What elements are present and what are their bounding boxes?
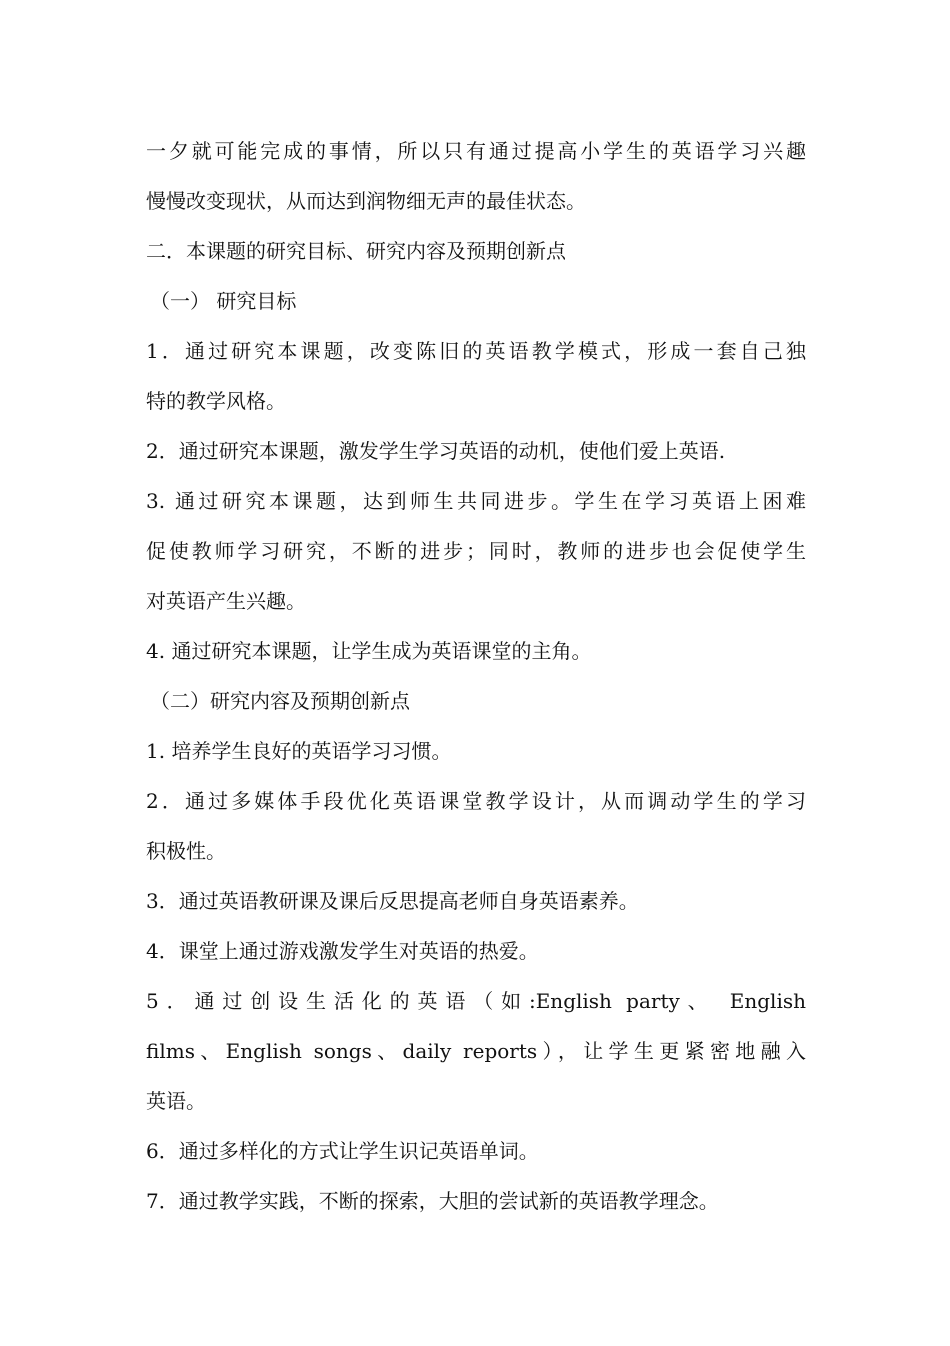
content-item-4: 4．课堂上通过游戏激发学生对英语的热爱。 bbox=[146, 939, 539, 963]
body-line-1: 一夕就可能完成的事情，所以只有通过提高小学生的英语学习兴趣 bbox=[146, 139, 806, 163]
goal-item-3-line-3: 对英语产生兴趣。 bbox=[146, 589, 306, 613]
content-item-5-line-3: 英语。 bbox=[146, 1089, 206, 1113]
goal-item-3-line-2: 促使教师学习研究，不断的进步；同时，教师的进步也会促使学生 bbox=[146, 539, 806, 563]
content-item-5-line-1: 5．通过创设生活化的英语（如:English party、 English bbox=[146, 989, 806, 1013]
content-item-2-line-1: 2．通过多媒体手段优化英语课堂教学设计，从而调动学生的学习 bbox=[146, 789, 806, 813]
body-line-2: 慢慢改变现状，从而达到润物细无声的最佳状态。 bbox=[146, 189, 586, 213]
document-body bbox=[146, 126, 806, 1226]
content-item-5-line-2: films、English songs、daily reports），让学生更紧密地融入 bbox=[146, 1039, 806, 1063]
content-item-3: 3．通过英语教研课及课后反思提高老师自身英语素养。 bbox=[146, 889, 639, 913]
subsection-heading-research-content: （二）研究内容及预期创新点 bbox=[150, 689, 410, 713]
content-item-7: 7．通过教学实践，不断的探索，大胆的尝试新的英语教学理念。 bbox=[146, 1189, 719, 1213]
section-heading-2: 二．本课题的研究目标、研究内容及预期创新点 bbox=[146, 239, 566, 263]
goal-item-2: 2．通过研究本课题，激发学生学习英语的动机，使他们爱上英语. bbox=[146, 439, 726, 463]
goal-item-1-line-1: 1．通过研究本课题，改变陈旧的英语教学模式，形成一套自己独 bbox=[146, 339, 806, 363]
goal-item-4: 4. 通过研究本课题，让学生成为英语课堂的主角。 bbox=[146, 639, 592, 663]
content-item-6: 6．通过多样化的方式让学生识记英语单词。 bbox=[146, 1139, 539, 1163]
content-item-1: 1. 培养学生良好的英语学习习惯。 bbox=[146, 739, 452, 763]
goal-item-1-line-2: 特的教学风格。 bbox=[146, 389, 286, 413]
subsection-heading-research-goals: （一） 研究目标 bbox=[150, 289, 297, 313]
goal-item-3-line-1: 3. 通过研究本课题，达到师生共同进步。学生在学习英语上困难 bbox=[146, 489, 806, 513]
content-item-2-line-2: 积极性。 bbox=[146, 839, 226, 863]
